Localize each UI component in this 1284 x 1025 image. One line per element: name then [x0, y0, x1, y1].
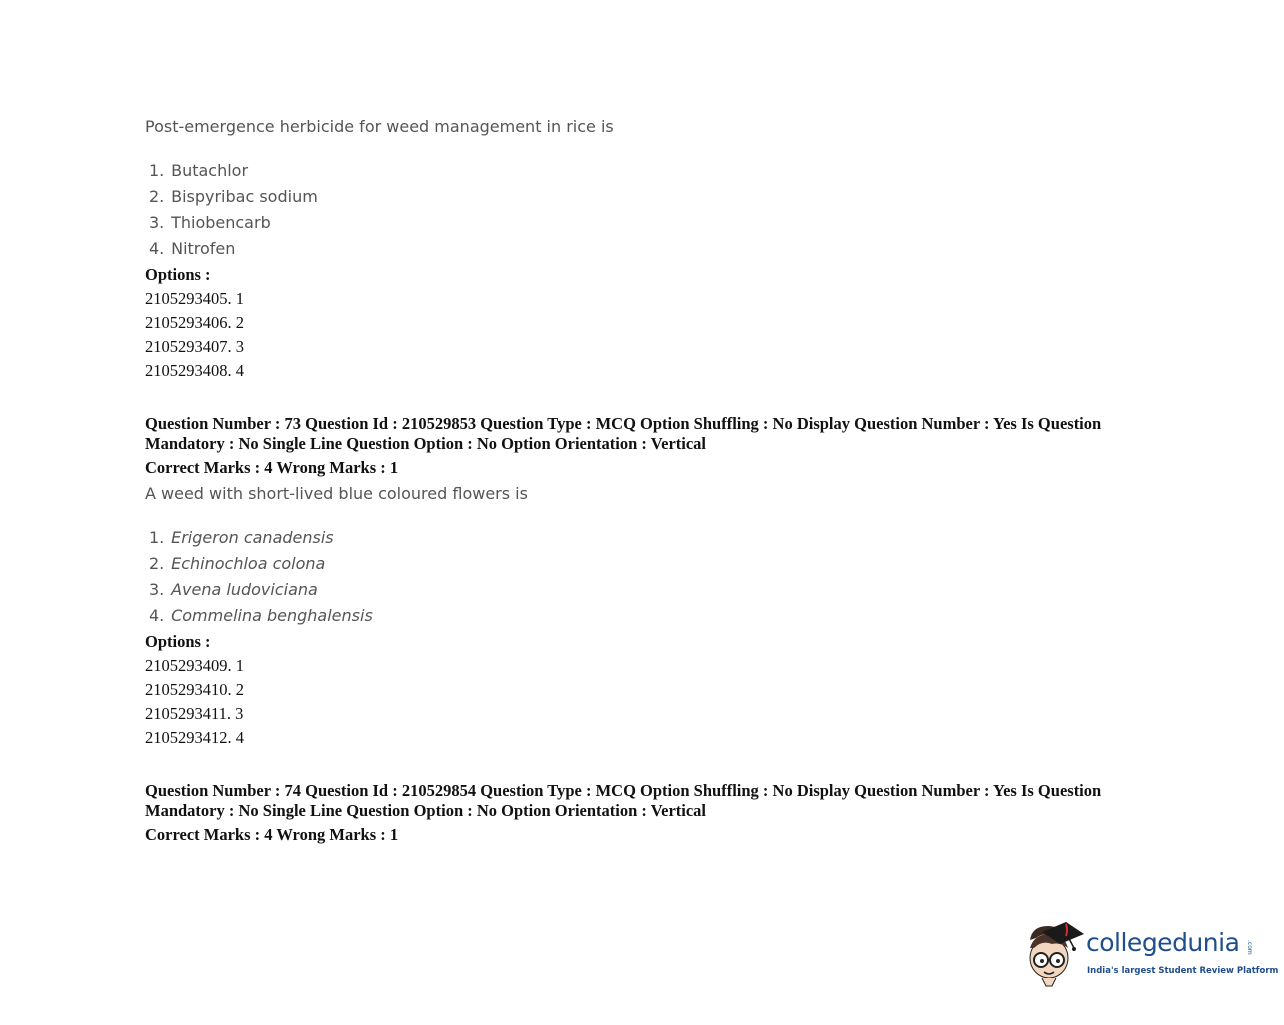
q72-choice-2: 2. Bispyribac sodium: [149, 187, 318, 206]
q73-options-label: Options :: [145, 632, 211, 651]
q72-option-id-4: 2105293408. 4: [145, 361, 244, 380]
q73-option-id-3: 2105293411. 3: [145, 704, 244, 723]
q72-choice-4: 4. Nitrofen: [149, 239, 236, 258]
q73-option-id-4: 2105293412. 4: [145, 728, 244, 747]
q73-option-id-2: 2105293410. 2: [145, 680, 244, 699]
q73-option-id-1: 2105293409. 1: [145, 656, 244, 675]
q74-meta-line-2: Mandatory : No Single Line Question Option : No Option Orientation : Vertical: [145, 801, 707, 820]
collegedunia-logo[interactable]: [1022, 918, 1279, 990]
q73-choice-4: 4. Commelina benghalensis: [149, 606, 373, 625]
q74-marks: Correct Marks : 4 Wrong Marks : 1: [145, 825, 399, 844]
mascot-graduate-icon: [1022, 918, 1086, 990]
q73-meta-line-1: Question Number : 73 Question Id : 210529853 Question Type : MCQ Option Shuffling : No Display Question Number : Yes Is Question: [145, 414, 1102, 433]
q73-choice-2: 2. Echinochloa colona: [149, 554, 326, 573]
q72-question-text: Post-emergence herbicide for weed management in rice is: [145, 117, 614, 136]
q74-meta-line-1: Question Number : 74 Question Id : 210529854 Question Type : MCQ Option Shuffling : No Display Question Number : Yes Is Question: [145, 781, 1102, 800]
logo-suffix: .com: [1246, 940, 1253, 955]
q73-question-text: A weed with short-lived blue coloured flowers is: [145, 484, 528, 503]
logo-tagline: India's largest Student Review Platform: [1087, 966, 1279, 976]
logo-wordmark: collegedunia: [1086, 928, 1240, 957]
q73-meta-line-2: Mandatory : No Single Line Question Option : No Option Orientation : Vertical: [145, 434, 707, 453]
q72-option-id-3: 2105293407. 3: [145, 337, 244, 356]
q72-option-id-1: 2105293405. 1: [145, 289, 244, 308]
q72-option-id-2: 2105293406. 2: [145, 313, 244, 332]
q73-choice-3: 3. Avena ludoviciana: [149, 580, 318, 599]
q72-choice-1: 1. Butachlor: [149, 161, 249, 180]
q73-choice-1: 1. Erigeron canadensis: [149, 528, 334, 547]
q72-options-label: Options :: [145, 265, 211, 284]
q73-marks: Correct Marks : 4 Wrong Marks : 1: [145, 458, 399, 477]
q72-choice-3: 3. Thiobencarb: [149, 213, 271, 232]
